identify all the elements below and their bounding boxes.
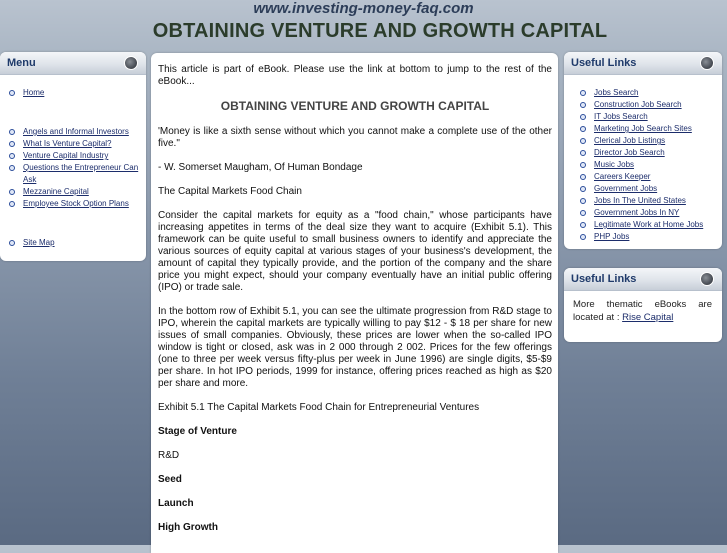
bullet-icon [580,222,586,228]
useful-links-toggle-icon[interactable] [700,56,714,70]
bullet-icon [9,240,15,246]
quote-text: 'Money is like a sixth sense without which you cannot make a complete use of the other five." [158,126,552,149]
menu-item [8,186,143,198]
stage-high-growth: High Growth [158,522,218,533]
menu-spacer [8,99,143,126]
stage-seed: Seed [158,474,182,485]
paragraph-2: In the bottom row of Exhibit 5.1, you can see the ultimate progression from R&D stage to IPO, wherein the capital markets are typically willing to pay $12 - $ 18 per share for new issues of small companies. Obviously, these prices are lower when the so-called IPO window is tight or closed, ask was in 2 000 through 2 002. Prices for the few offerings (one to three per week versus fifty-plus per week in June 1996) are single digits, $5-$9 per share. In hot IPO periods, 1999 for instance, offering prices reached as high as $20 per share and more. [158,306,552,389]
menu-link-home[interactable]: Home [23,88,45,97]
useful-link[interactable]: Music Jobs [594,160,635,169]
useful-links-list [579,87,719,243]
bullet-icon [9,201,15,207]
stage-rd: R&D [158,450,180,461]
useful-link-item [579,219,719,231]
rise-capital-link[interactable]: Rise Capital [622,312,674,323]
useful-link-item [579,207,719,219]
menu-item [8,150,143,162]
article-heading: OBTAINING VENTURE AND GROWTH CAPITAL [220,99,490,113]
useful-link[interactable]: Jobs Search [594,88,639,97]
useful-link[interactable]: Clerical Job Listings [594,136,666,145]
menu-spacer [8,210,143,237]
menu-list [8,87,143,249]
useful-link[interactable]: Government Jobs In NY [594,208,680,217]
section-subheading: The Capital Markets Food Chain [158,186,302,197]
bullet-icon [580,90,586,96]
menu-panel [0,52,146,261]
menu-title: Menu [7,57,36,69]
stage-launch: Launch [158,498,194,509]
bullet-icon [580,126,586,132]
useful-link[interactable]: IT Jobs Search [594,112,648,121]
menu-toggle-icon[interactable] [124,56,138,70]
bullet-icon [580,162,586,168]
bullet-icon [580,198,586,204]
site-url: www.investing-money-faq.com [253,0,474,17]
useful-link-item [579,123,719,135]
menu-link-angels[interactable]: Angels and Informal Investors [23,127,129,136]
menu-item [8,237,143,249]
bullet-icon [580,174,586,180]
bullet-icon [580,114,586,120]
useful-link-item [579,159,719,171]
ebooks-text-block [573,298,712,324]
ebooks-toggle-icon[interactable] [700,272,714,286]
article [158,64,552,546]
useful-link-item [579,195,719,207]
menu-link-esop[interactable]: Employee Stock Option Plans [23,199,129,208]
stage-of-venture-label: Stage of Venture [158,426,237,437]
ebooks-text: More thematic eBooks are located at : [573,299,712,323]
menu-link-site-map[interactable]: Site Map [23,238,55,247]
ebooks-title: Useful Links [571,273,637,285]
useful-link-item [579,87,719,99]
bullet-icon [580,138,586,144]
useful-link-item [579,135,719,147]
bullet-icon [580,210,586,216]
useful-links-panel [564,52,722,249]
bullet-icon [9,189,15,195]
paragraph-1: Consider the capital markets for equity as a "food chain," whose participants have increasing appetites in terms of the deal size they want to acquire (Exhibit 5.1). This framework can be quite useful to small business owners to identify and appreciate the various sources of equity capital at various stages of your business's development, the amount of capital they typically provide, and the portion of the company and the share price you might expect, should your company eventually have an initial public offering (IPO) or trade sale. [158,210,552,293]
quote-attribution: - W. Somerset Maugham, Of Human Bondage [158,162,363,173]
useful-link[interactable]: Legitimate Work at Home Jobs [594,220,704,229]
ebooks-panel [564,268,722,342]
useful-link[interactable]: Director Job Search [594,148,665,157]
menu-item [8,198,143,210]
menu-item [8,162,143,186]
menu-item [8,138,143,150]
ebooks-header [564,268,722,291]
useful-link-item [579,99,719,111]
useful-link[interactable]: Construction Job Search [594,100,682,109]
useful-link-item [579,171,719,183]
bullet-icon [9,129,15,135]
menu-link-mezzanine[interactable]: Mezzanine Capital [23,187,89,196]
bullet-icon [580,234,586,240]
menu-header [0,52,146,75]
bullet-icon [9,90,15,96]
content-panel [151,53,558,553]
useful-link-item [579,231,719,243]
bullet-icon [580,102,586,108]
useful-link[interactable]: Marketing Job Search Sites [594,124,692,133]
bullet-icon [9,165,15,171]
useful-link[interactable]: Jobs In The United States [594,196,686,205]
menu-link-questions[interactable]: Questions the Entrepreneur Can Ask [23,163,139,184]
useful-links-title: Useful Links [571,57,637,69]
menu-link-vc-industry[interactable]: Venture Capital Industry [23,151,109,160]
menu-link-what-is-vc[interactable]: What Is Venture Capital? [23,139,112,148]
useful-link[interactable]: Careers Keeper [594,172,651,181]
bullet-icon [9,141,15,147]
menu-item [8,126,143,138]
bullet-icon [9,153,15,159]
useful-link-item [579,183,719,195]
useful-link[interactable]: PHP Jobs [594,232,630,241]
useful-link[interactable]: Government Jobs [594,184,658,193]
bullet-icon [580,150,586,156]
intro-text: This article is part of eBook. Please use the link at bottom to jump to the rest of the eBook... [158,64,552,87]
bullet-icon [580,186,586,192]
menu-item [8,87,143,99]
useful-link-item [579,111,719,123]
useful-link-item [579,147,719,159]
useful-links-header [564,52,722,75]
site-title: OBTAINING VENTURE AND GROWTH CAPITAL [152,20,608,42]
exhibit-caption: Exhibit 5.1 The Capital Markets Food Chain for Entrepreneurial Ventures [158,402,480,413]
